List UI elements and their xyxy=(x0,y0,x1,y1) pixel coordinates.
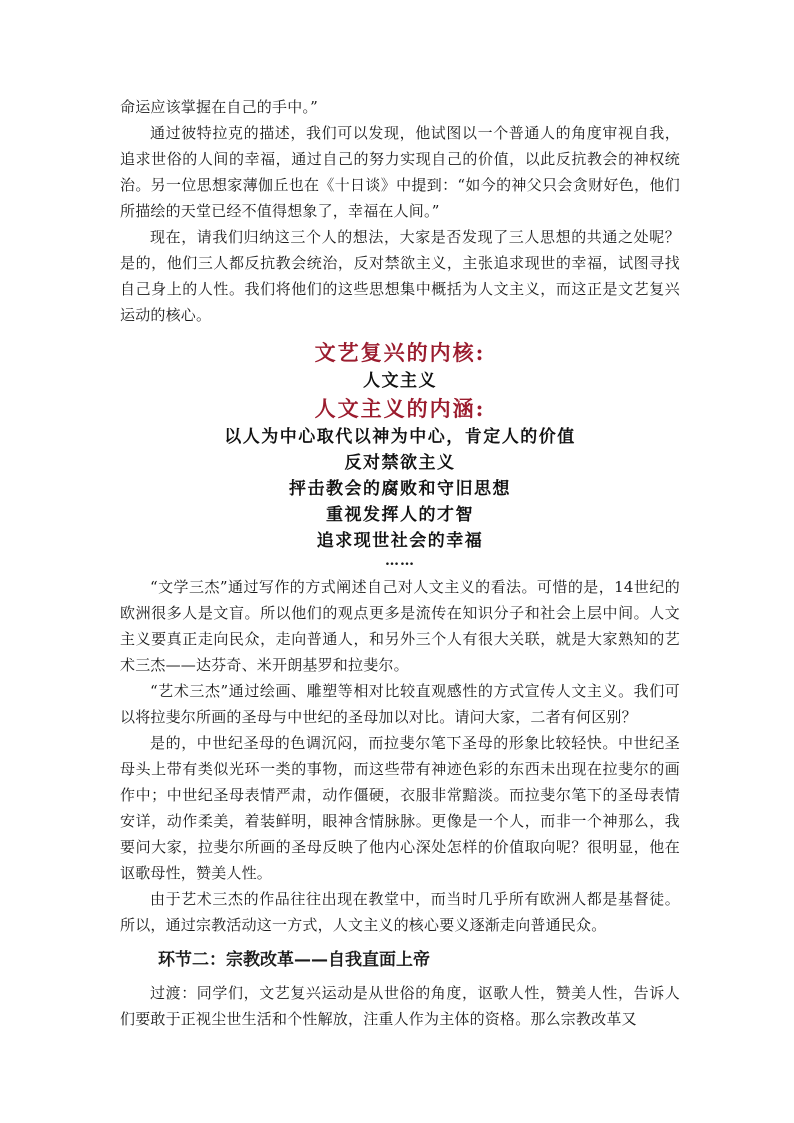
paragraph-summary: 现在，请我们归纳这三个人的想法，大家是否发现了三人思想的共通之处呢？是的，他们三人都反抗教会统治，反对禁欲主义，主张追求现世的幸福，试图寻找自己身上的人性。我们将他们的这些思想集中概括为人文主义，而这正是文艺复兴运动的核心。 xyxy=(120,228,680,324)
slide-connotation-heading: 人文主义的内涵: xyxy=(314,396,486,421)
paragraph-quote-end: 命运应该掌握在自己的手中。” xyxy=(120,98,318,116)
paragraph-art-three: “艺术三杰”通过绘画、雕塑等相对比较直观感性的方式宣传人文主义。我们可以将拉斐尔所画的圣母与中世纪的圣母加以对比。请问大家，二者有何区别？ xyxy=(120,682,680,726)
paragraph-transition: 过渡：同学们，文艺复兴运动是从世俗的角度，讴歌人性，赞美人性，告诉人们要敢于正视尘世生活和个性解放，注重人作为主体的资格。那么宗教改革又 xyxy=(120,984,680,1028)
paragraph-petrarch: 通过彼特拉克的描述，我们可以发现，他试图以一个普通人的角度审视自我，追求世俗的人间的幸福，通过自己的努力实现自己的价值，以此反抗教会的神权统治。另一位思想家薄伽丘也在《十日谈》中提到：“如今的神父只会贪财好色，他们所描绘的天堂已经不值得想象了，幸福在人间。” xyxy=(120,124,680,220)
paragraph-madonna-compare: 是的，中世纪圣母的色调沉闷，而拉斐尔笔下圣母的形象比较轻快。中世纪圣母头上带有类似光环一类的事物，而这些带有神迹色彩的东西未出现在拉斐尔的画作中；中世纪圣母表情严肃，动作僵硬，衣服非常黯淡。而拉斐尔笔下的圣母表情安详，动作柔美，着装鲜明，眼神含情脉脉。更像是一个人，而非一个神那么，我要问大家，拉斐尔所画的圣母反映了他内心深处怎样的价值取向呢？很明显，他在讴歌母性，赞美人性。 xyxy=(120,734,680,882)
slide-ellipsis: …… xyxy=(385,553,415,569)
slide-point: 追求现世社会的幸福 xyxy=(316,531,484,551)
slide-point: 重视发挥人的才智 xyxy=(326,505,474,525)
humanism-slide xyxy=(120,338,680,568)
slide-point: 抨击教会的腐败和守旧思想 xyxy=(289,479,511,499)
slide-point: 反对禁欲主义 xyxy=(344,453,456,473)
section-title: 环节二：宗教改革——自我直面上帝 xyxy=(158,950,430,970)
paragraph-literary-three: “文学三杰”通过写作的方式阐述自己对人文主义的看法。可惜的是，14世纪的欧洲很多人是文盲。所以他们的观点更多是流传在知识分子和社会上层中间。人文主义要真正走向民众，走向普通人，和另外三个人有很大关联，就是大家熟知的艺术三杰——达芬奇、米开朗基罗和拉斐尔。 xyxy=(120,578,680,674)
slide-core-heading: 文艺复兴的内核: xyxy=(314,340,486,365)
slide-point: 以人为中心取代以神为中心，肯定人的价值 xyxy=(224,427,576,447)
slide-core-value: 人文主义 xyxy=(363,371,437,391)
paragraph-church-spread: 由于艺术三杰的作品往往出现在教堂中，而当时几乎所有欧洲人都是基督徒。所以，通过宗教活动这一方式，人文主义的核心要义逐渐走向普通民众。 xyxy=(120,890,680,934)
document-page xyxy=(120,94,680,1032)
